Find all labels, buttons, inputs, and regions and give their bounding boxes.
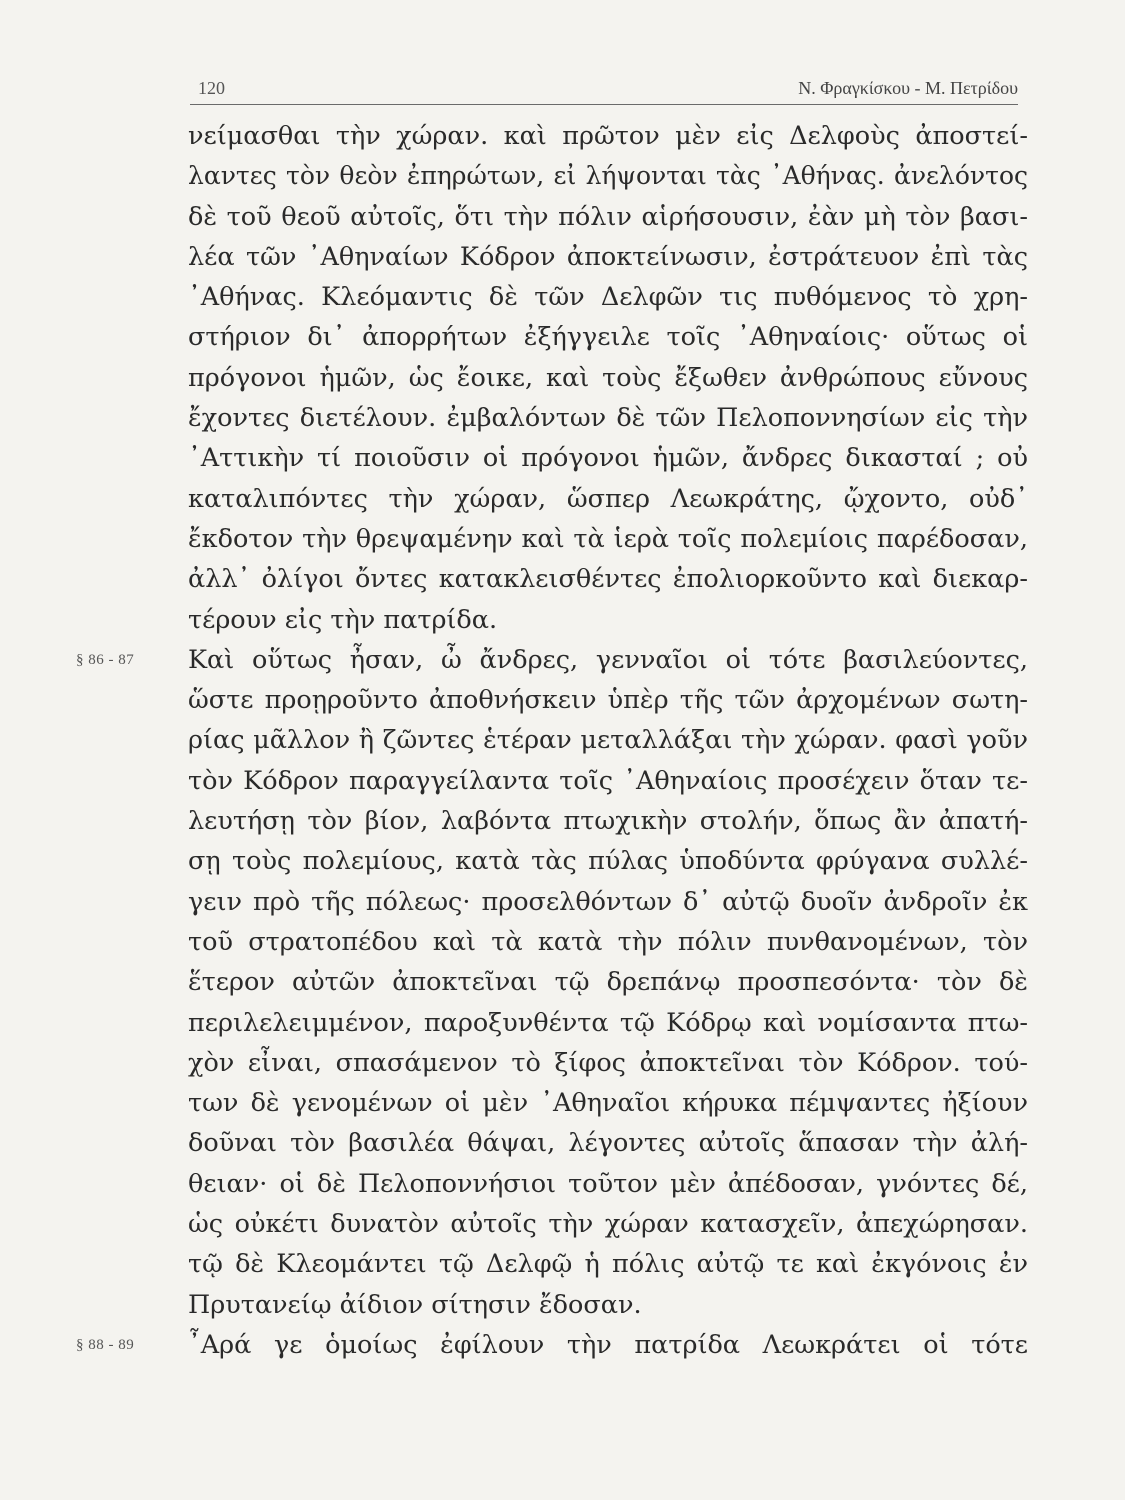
text-line <box>188 801 1028 841</box>
text-line <box>188 237 1028 277</box>
line-text: στήριον δι᾿ ἀπορρήτων ἐξήγγειλε τοῖς ᾿Αθηναίοις· οὕτως οἱ <box>188 322 1028 353</box>
section-reference: § 88 - 89 <box>76 1336 135 1353</box>
line-text: χὸν εἶναι, σπασάμενον τὸ ξίφος ἀποκτεῖναι τὸν Κόδρον. τού- <box>188 1047 1028 1078</box>
line-text: ἀλλ᾿ ὀλίγοι ὄντες κατακλεισθέντες ἐπολιορκοῦντο καὶ διεκαρ- <box>188 564 1028 595</box>
line-text: νείμασθαι τὴν χώραν. καὶ πρῶτον μὲν εἰς Δελφοὺς ἀποστεί- <box>188 121 1028 151</box>
line-text: καταλιπόντες τὴν χώραν, ὥσπερ Λεωκράτης, ᾤχοντο, οὐδ᾿ <box>188 483 1028 514</box>
line-text: ἔχοντες διετέλουν. ἐμβαλόντων δὲ τῶν Πελοποννησίων εἰς τὴν <box>188 403 1028 434</box>
line-text: τὸν Κόδρον παραγγείλαντα τοῖς ᾿Αθηναίοις προσέχειν ὅταν τε- <box>188 765 1028 796</box>
text-line <box>188 398 1028 438</box>
text-line <box>188 519 1028 559</box>
line-text: θειαν· οἱ δὲ Πελοποννήσιοι τοῦτον μὲν ἀπέδοσαν, γνόντες δέ, <box>188 1168 1028 1199</box>
text-line <box>188 116 1028 156</box>
text-line <box>76 1325 1028 1365</box>
line-text: τοῦ στρατοπέδου καὶ τὰ κατὰ τὴν πόλιν πυνθανομένων, τὸν <box>188 926 1028 957</box>
text-line <box>188 962 1028 1002</box>
line-text: Καὶ οὕτως ἦσαν, ὦ ἄνδρες, γενναῖοι οἱ τότε βασιλεύοντες, <box>188 644 1028 675</box>
text-line <box>188 680 1028 720</box>
line-text: τέρουν εἰς τὴν πατρίδα. <box>188 604 498 635</box>
text-line <box>188 1164 1028 1204</box>
text-line <box>188 720 1028 760</box>
text-line <box>188 479 1028 519</box>
text-line <box>188 1204 1028 1244</box>
line-text: πρόγονοι ἡμῶν, ὡς ἔοικε, καὶ τοὺς ἔξωθεν ἀνθρώπους εὔνους <box>188 362 1028 393</box>
line-text: ἔκδοτον τὴν θρεψαμένην καὶ τὰ ἱερὰ τοῖς πολεμίοις παρέδοσαν, <box>188 523 1028 554</box>
text-line <box>76 640 1028 680</box>
page-number: 120 <box>198 78 225 98</box>
line-text: ᾿Αθήνας. Κλεόμαντις δὲ τῶν Δελφῶν τις πυθόμενος τὸ χρη- <box>188 282 1028 313</box>
text-line <box>188 438 1028 478</box>
text-line <box>188 358 1028 398</box>
text-line <box>188 922 1028 962</box>
running-head: Ν. Φραγκίσκου - Μ. Πετρίδου <box>798 78 1018 98</box>
line-text: σῃ τοὺς πολεμίους, κατὰ τὰς πύλας ὑποδύντα φρύγανα συλλέ- <box>188 846 1028 877</box>
line-text: λέα τῶν ᾿Αθηναίων Κόδρον ἀποκτείνωσιν, ἐστράτευον ἐπὶ τὰς <box>188 241 1028 272</box>
line-text: λευτήσῃ τὸν βίον, λαβόντα πτωχικὴν στολήν, ὅπως ἂν ἀπατή- <box>188 806 1028 837</box>
text-line <box>188 197 1028 237</box>
line-text: λαντες τὸν θεὸν ἐπηρώτων, εἰ λήψονται τὰς ᾿Αθήνας. ἀνελόντος <box>188 161 1028 191</box>
line-text: ῏Αρά γε ὁμοίως ἐφίλουν τὴν πατρίδα Λεωκράτει οἱ τότε <box>188 1329 1028 1360</box>
line-text: των δὲ γενομένων οἱ μὲν ᾿Αθηναῖοι κήρυκα πέμψαντες ἠξίουν <box>188 1088 1028 1119</box>
text-line <box>188 277 1028 317</box>
text-line <box>188 317 1028 357</box>
text-line <box>188 1123 1028 1163</box>
line-text: ρίας μᾶλλον ἢ ζῶντες ἑτέραν μεταλλάξαι τὴν χώραν. φασὶ γοῦν <box>188 725 1028 756</box>
page-header <box>190 72 1018 105</box>
text-line <box>188 841 1028 881</box>
text-line <box>188 1003 1028 1043</box>
text-line <box>188 1285 1028 1325</box>
line-text: τῷ δὲ Κλεομάντει τῷ Δελφῷ ἡ πόλις αὐτῷ τε καὶ ἐκγόνοις ἐν <box>188 1249 1028 1280</box>
body-text <box>76 116 1028 1365</box>
line-text: ᾿Αττικὴν τί ποιοῦσιν οἱ πρόγονοι ἡμῶν, ἄνδρες δικασταί ; οὐ <box>188 443 1028 474</box>
line-text: περιλελειμμένον, παροξυνθέντα τῷ Κόδρῳ καὶ νομίσαντα πτω- <box>188 1007 1028 1038</box>
line-text: δὲ τοῦ θεοῦ αὐτοῖς, ὅτι τὴν πόλιν αἱρήσουσιν, ἐὰν μὴ τὸν βασι- <box>188 201 1028 232</box>
line-text: γειν πρὸ τῆς πόλεως· προσελθόντων δ᾿ αὐτῷ δυοῖν ἀνδροῖν ἐκ <box>188 886 1028 917</box>
text-line <box>188 600 1028 640</box>
section-reference: § 86 - 87 <box>76 651 135 668</box>
text-line <box>188 761 1028 801</box>
text-line <box>188 156 1028 196</box>
text-line <box>188 559 1028 599</box>
line-text: Πρυτανείῳ ἀίδιον σίτησιν ἔδοσαν. <box>188 1289 642 1320</box>
line-text: ὥστε προῃροῦντο ἀποθνήσκειν ὑπὲρ τῆς τῶν ἀρχομένων σωτη- <box>188 685 1028 716</box>
text-line <box>188 1083 1028 1123</box>
text-line <box>188 1244 1028 1284</box>
line-text: ὡς οὐκέτι δυνατὸν αὐτοῖς τὴν χώραν κατασχεῖν, ἀπεχώρησαν. <box>188 1209 1028 1240</box>
line-text: δοῦναι τὸν βασιλέα θάψαι, λέγοντες αὐτοῖς ἅπασαν τὴν ἀλή- <box>188 1128 1028 1159</box>
line-text: ἕτερον αὐτῶν ἀποκτεῖναι τῷ δρεπάνῳ προσπεσόντα· τὸν δὲ <box>188 967 1028 998</box>
text-line <box>188 882 1028 922</box>
text-line <box>188 1043 1028 1083</box>
